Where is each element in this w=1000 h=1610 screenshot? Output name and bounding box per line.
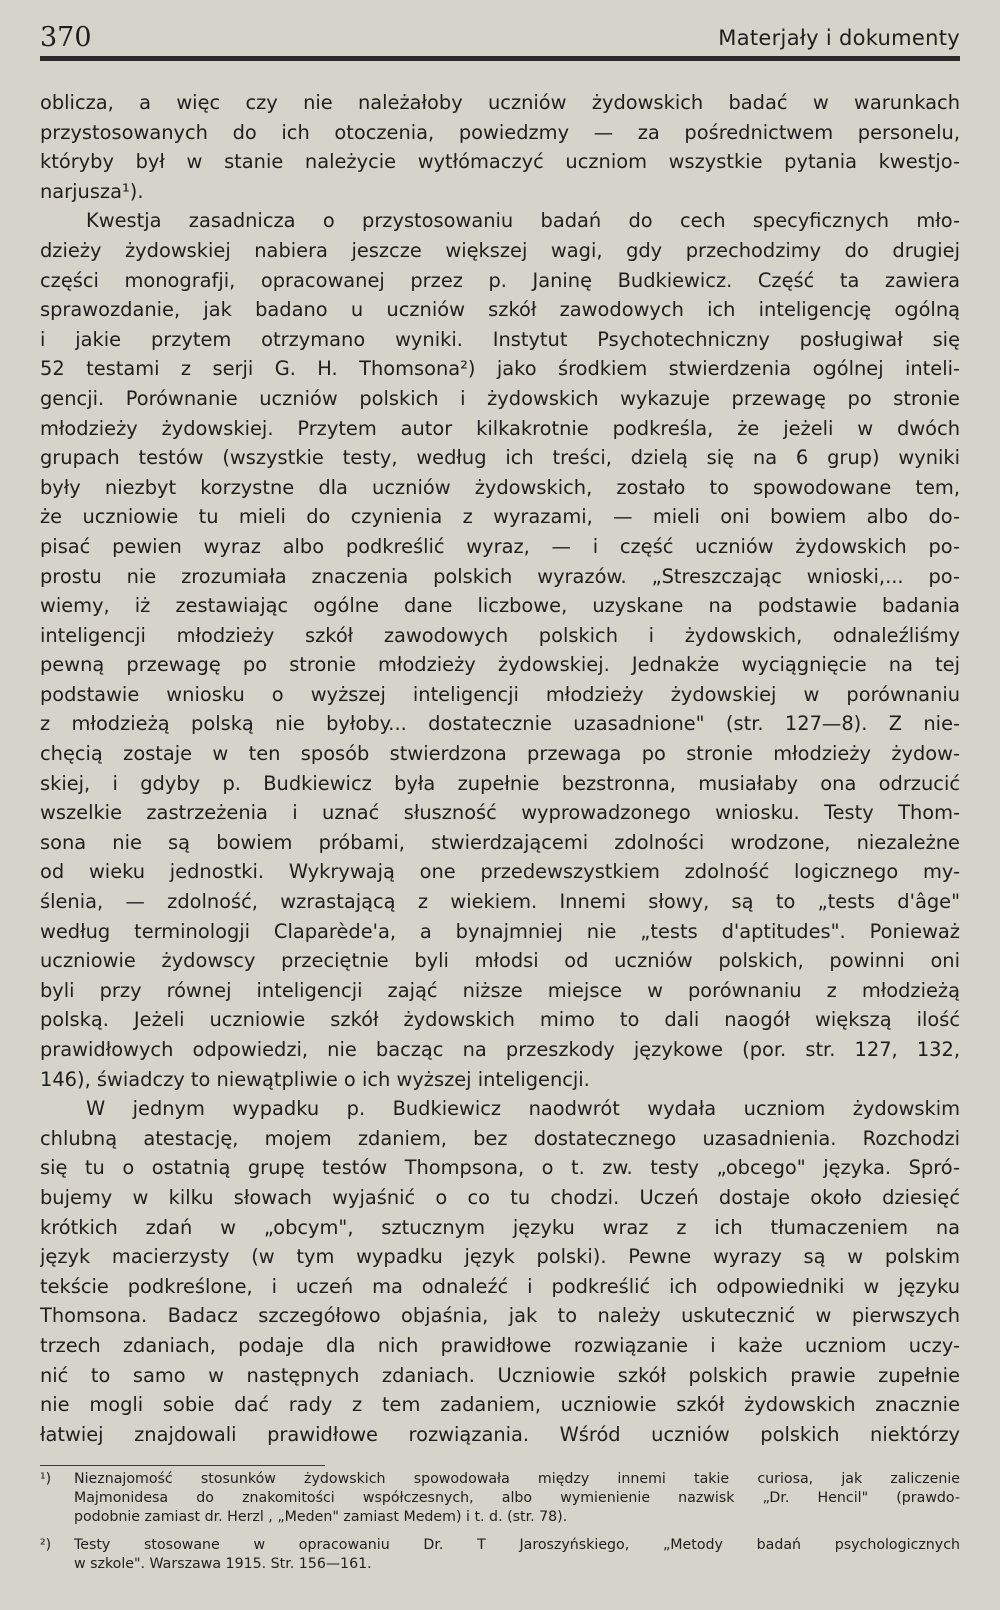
text-line: któryby był w stanie należycie wytłómaczyć uczniom wszystkie pytania kwestjo- — [40, 150, 960, 174]
text-line: uczniowie żydowscy przeciętnie byli młodsi od uczniów polskich, powinni oni — [40, 949, 960, 973]
text-line: oblicza, a więc czy nie należałoby uczniów żydowskich badać w warunkach — [40, 91, 960, 114]
page-header — [40, 22, 960, 54]
text-line: od wieku jednostki. Wykrywają one przedewszystkiem zdolność logicznego my- — [40, 860, 960, 884]
text-line: i jakie przytem otrzymano wyniki. Instytut Psychotechniczny posługiwał się — [40, 327, 960, 351]
text-line: 52 testami z serji G. H. Thomsona²) jako środkiem stwierdzenia ogólnej inteli- — [40, 357, 960, 381]
text-line: młodzieży żydowskiej. Przytem autor kilkakrotnie podkreśla, że jeżeli w dwóch — [40, 416, 960, 440]
text-line: prostu nie zrozumiała znaczenia polskich wyrazów. „Streszczając wnioski,... po- — [40, 564, 960, 588]
text-line: byli przy równej inteligencji zająć niższe miejsce w porównaniu z młodzieżą — [40, 978, 960, 1002]
page-number: 370 — [40, 22, 92, 53]
text-line: wiemy, iż zestawiając ogólne dane liczbowe, uzyskane na podstawie badania — [40, 594, 960, 618]
text-line: krótkich zdań w „obcym", sztucznym języku wraz z ich tłumaczeniem na — [40, 1215, 960, 1239]
text-line: podstawie wniosku o wyższej inteligencji młodzieży żydowskiej w porównaniu — [40, 682, 960, 706]
text-line: sona nie są bowiem próbami, stwierdzającemi zdolności wrodzone, niezależne — [40, 830, 960, 854]
text-line: inteligencji młodzieży szkół zawodowych polskich i żydowskich, odnaleźliśmy — [40, 623, 960, 647]
text-line: tekście podkreślone, i uczeń ma odnaleźć i podkreślić ich odpowiedniki w języku — [40, 1274, 960, 1298]
running-title: Materjały i dokumenty — [718, 26, 960, 50]
footnote — [40, 1470, 960, 1527]
text-line: W jednym wypadku p. Budkiewicz naodwrót wydała uczniom żydowskim — [86, 1097, 960, 1121]
footnote-mark: ²) — [40, 1537, 52, 1553]
text-line: prawidłowych odpowiedzi, nie bacząc na przeszkody językowe (por. str. 127, 132, — [40, 1038, 960, 1061]
text-line: że uczniowie tu mieli do czynienia z wyrazami, — mieli oni bowiem albo do- — [40, 505, 960, 529]
text-line: polską. Jeżeli uczniowie szkół żydowskich mimo to dali naogół większą ilość — [40, 1008, 960, 1032]
text-line: się tu o ostatnią grupę testów Thompsona, o t. zw. testy „obcego" języka. Spró- — [40, 1156, 960, 1180]
text-line: skiej, i gdyby p. Budkiewicz była zupełnie bezstronna, musiałaby ona odrzucić — [40, 771, 960, 795]
text-line: dzieży żydowskiej nabiera jeszcze większej wagi, gdy przechodzimy do drugiej — [40, 238, 960, 262]
text-line: z młodzieżą polską nie byłoby... dostatecznie uzasadnione" (str. 127—8). Z nie- — [40, 712, 960, 736]
text-line: pisać pewien wyraz albo podkreślić wyraz, — i część uczniów żydowskich po- — [40, 534, 960, 558]
text-line: według terminologji Claparède'a, a bynajmniej nie „tests d'aptitudes". Ponieważ — [40, 919, 960, 943]
text-line: chlubną atestację, mojem zdaniem, bez dostatecznego uzasadnienia. Rozchodzi — [40, 1126, 960, 1150]
header-rule — [40, 56, 960, 61]
footnote-mark: ¹) — [40, 1471, 52, 1487]
text-line: 146), świadczy to niewątpliwie o ich wyższej inteligencji. — [40, 1067, 590, 1091]
text-line: części monografji, opracowanej przez p. Janinę Budkiewicz. Część ta zawiera — [40, 268, 960, 292]
footnotes — [40, 1470, 960, 1583]
text-line: sprawozdanie, jak badano u uczniów szkół zawodowych ich inteligencję ogólną — [40, 298, 960, 322]
text-line: trzech zdaniach, podaje dla nich prawidłowe rozwiązanie i każe uczniom uczy- — [40, 1333, 960, 1357]
text-line: narjusza¹). — [40, 179, 144, 203]
text-line: przystosowanych do ich otoczenia, powiedzmy — za pośrednictwem personelu, — [40, 120, 960, 144]
text-line: chęcią zostaje w ten sposób stwierdzona przewaga po stronie młodzieży żydow- — [40, 742, 960, 766]
footnote-line: Nieznajomość stosunków żydowskich spowodowała między innemi takie curiosa, jak zaliczenie — [74, 1471, 960, 1487]
footnote — [40, 1536, 960, 1574]
text-line: język macierzysty (w tym wypadku język polski). Pewne wyrazy są w polskim — [40, 1245, 960, 1269]
text-line: bujemy w kilku słowach wyjaśnić o co tu chodzi. Uczeń dostaje około dziesięć — [40, 1185, 960, 1209]
footnote-line: Majmonidesa do znakomitości współczesnych, albo wymienienie nazwisk „Dr. Hencil" (prawdo- — [74, 1490, 960, 1506]
text-line: gencji. Porównanie uczniów polskich i żydowskich wykazuje przewagę po stronie — [40, 386, 960, 410]
text-line: nić to samo w następnych zdaniach. Uczniowie szkół polskich prawie zupełnie — [40, 1363, 960, 1387]
text-line: grupach testów (wszystkie testy, według ich treści, dzielą się na 6 grup) wyniki — [40, 446, 960, 470]
text-line: ślenia, — zdolność, wzrastającą z wiekiem. Innemi słowy, są to „tests d'âge" — [40, 890, 960, 914]
body-text — [40, 88, 960, 1449]
footnote-line: Testy stosowane w opracowaniu Dr. T Jaroszyńskiego, „Metody badań psychologicznych — [74, 1537, 960, 1553]
text-line: Thomsona. Badacz szczegółowo objaśnia, jak to należy uskutecznić w pierwszych — [40, 1304, 960, 1328]
text-line: wszelkie zastrzeżenia i uznać słuszność wyprowadzonego wniosku. Testy Thom- — [40, 801, 960, 825]
text-line: były niezbyt korzystne dla uczniów żydowskich, zostało to spowodowane tem, — [40, 475, 960, 499]
text-line: Kwestja zasadnicza o przystosowaniu badań do cech specyficznych mło- — [86, 209, 960, 233]
text-line: pewną przewagę po stronie młodzieży żydowskiej. Jednakże wyciągnięcie na tej — [40, 653, 960, 677]
footnote-line: podobnie zamiast dr. Herzl , „Meden" zamiast Medem) i t. d. (str. 78). — [74, 1509, 568, 1525]
footnote-line: w szkole". Warszawa 1915. Str. 156—161. — [74, 1556, 372, 1572]
text-line: nie mogli sobie dać rady z tem zadaniem, uczniowie szkół żydowskich znacznie — [40, 1393, 960, 1417]
text-line: łatwiej znajdowali prawidłowe rozwiązania. Wśród uczniów polskich niektórzy — [40, 1422, 960, 1446]
footnote-rule — [40, 1465, 325, 1466]
